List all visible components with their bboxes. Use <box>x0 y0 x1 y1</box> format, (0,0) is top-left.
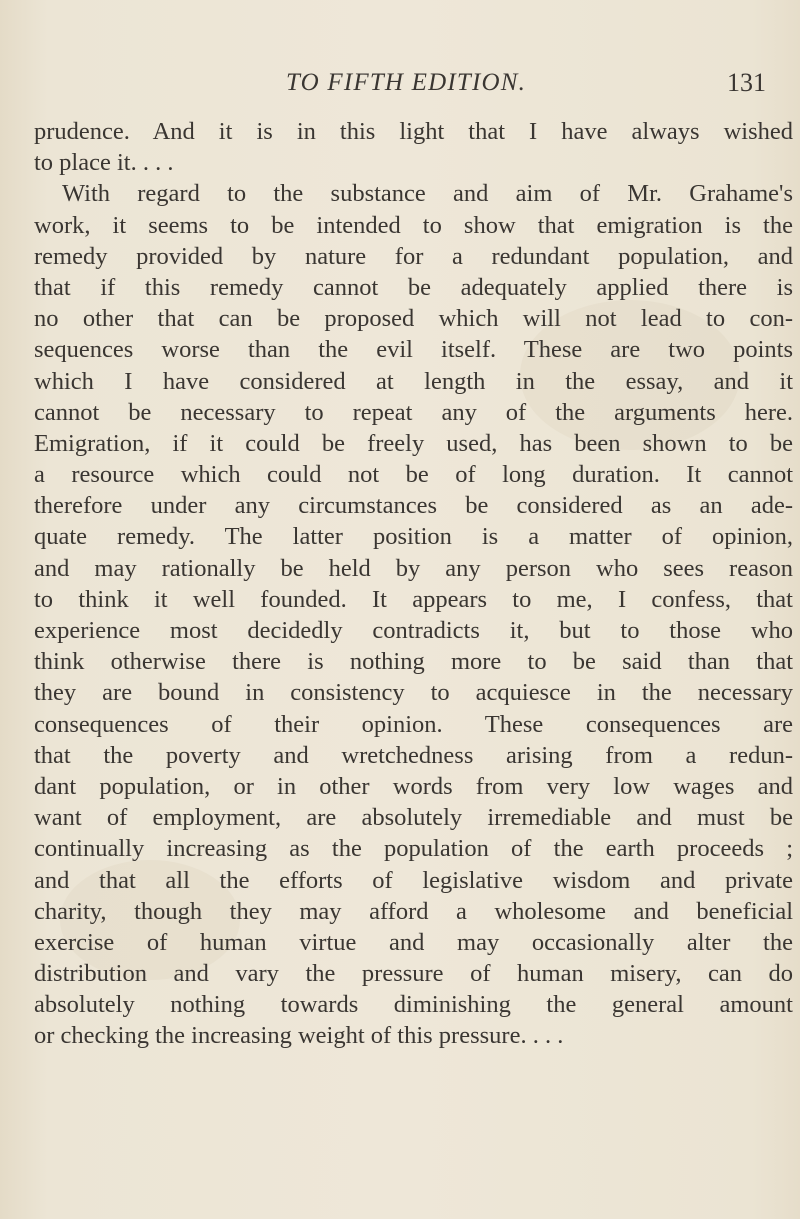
running-title: TO FIFTH EDITION. <box>286 69 527 96</box>
text-line: and that all the efforts of legislative wisdom and private <box>34 866 793 894</box>
text-line: that the poverty and wretchedness arising from a redun- <box>34 741 793 769</box>
page-number: 131 <box>727 68 766 97</box>
text-line: distribution and vary the pressure of human misery, can do <box>34 960 793 988</box>
body-text <box>34 116 793 1052</box>
text-line: and may rationally be held by any person who sees reason <box>34 554 793 582</box>
text-line: to place it. . . . <box>34 149 174 177</box>
text-line: continually increasing as the population of the earth proceeds ; <box>34 835 793 863</box>
text-line: charity, though they may afford a wholesome and beneficial <box>34 897 793 925</box>
text-line: think otherwise there is nothing more to be said than that <box>34 648 793 676</box>
text-line: consequences of their opinion. These consequences are <box>34 710 793 738</box>
text-line: they are bound in consistency to acquiesce in the necessary <box>34 679 793 707</box>
text-line: absolutely nothing towards diminishing the general amount <box>34 991 793 1019</box>
text-line: cannot be necessary to repeat any of the arguments here. <box>34 398 793 426</box>
text-line: exercise of human virtue and may occasionally alter the <box>34 928 793 956</box>
text-line: to think it well founded. It appears to me, I confess, that <box>34 585 793 613</box>
text-line: dant population, or in other words from very low wages and <box>34 772 793 800</box>
text-line: a resource which could not be of long duration. It cannot <box>34 461 793 489</box>
text-line: sequences worse than the evil itself. These are two points <box>34 336 793 364</box>
text-line: that if this remedy cannot be adequately applied there is <box>34 273 793 301</box>
text-line: therefore under any circumstances be considered as an ade- <box>34 492 793 520</box>
text-line: work, it seems to be intended to show that emigration is the <box>34 211 793 239</box>
text-line: Emigration, if it could be freely used, has been shown to be <box>34 429 793 457</box>
text-line: want of employment, are absolutely irremediable and must be <box>34 804 793 832</box>
text-line: prudence. And it is in this light that I have always wished <box>34 118 793 145</box>
text-line: or checking the increasing weight of this pressure. . . . <box>34 1022 564 1050</box>
text-line: remedy provided by nature for a redundant population, and <box>34 242 793 270</box>
paragraph-first-line: With regard to the substance and aim of Mr. Grahame's <box>62 180 793 208</box>
running-head <box>140 68 766 98</box>
text-line: experience most decidedly contradicts it, but to those who <box>34 617 793 644</box>
text-line: which I have considered at length in the essay, and it <box>34 367 793 395</box>
text-line: quate remedy. The latter position is a matter of opinion, <box>34 523 793 551</box>
text-line: no other that can be proposed which will not lead to con- <box>34 305 793 333</box>
